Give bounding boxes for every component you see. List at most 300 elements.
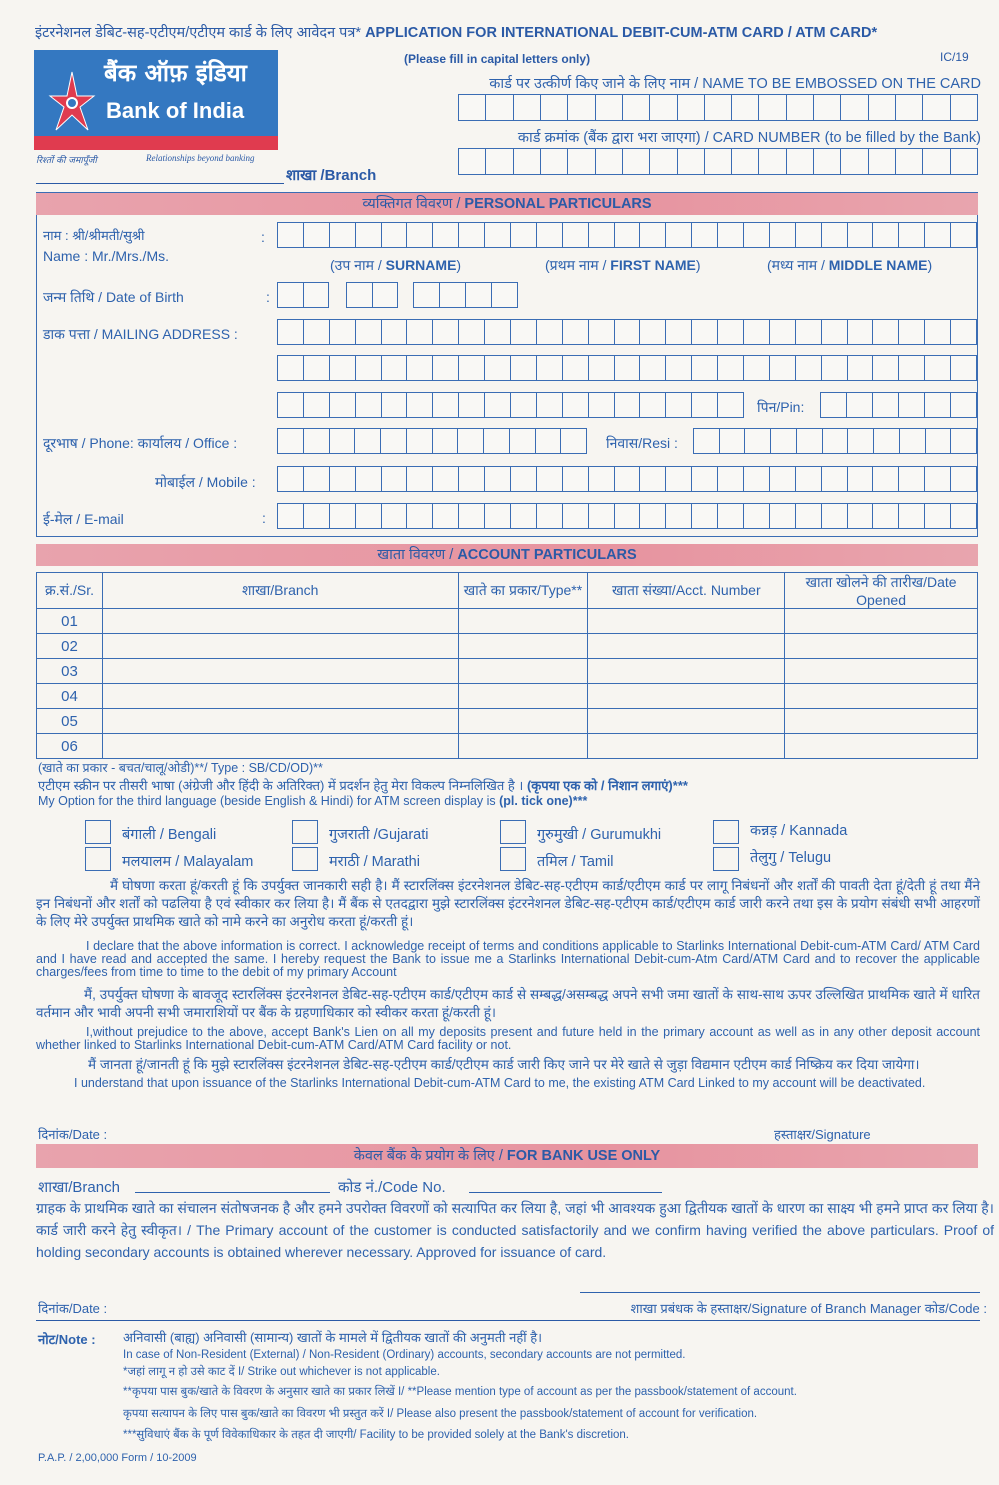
char-box[interactable] — [484, 429, 510, 453]
char-box[interactable] — [744, 320, 770, 344]
declaration-hindi-3: मैं जानता हूं/जानती हूं कि मुझे स्टारलिंक्स इंटरनेशनल डेबिट-सह-एटीएम कार्ड/एटीएम कार्ड जारी किए जाने पर मेरे खाते से जुड़ा विद्यमान एटीएम कार्ड निष्क्रिय कर दिया जायेगा। — [88, 1057, 920, 1072]
char-box[interactable] — [770, 356, 796, 380]
char-box[interactable] — [407, 320, 433, 344]
char-box[interactable] — [951, 393, 976, 417]
cell-type[interactable] — [458, 609, 588, 634]
char-box[interactable] — [899, 356, 925, 380]
char-box[interactable] — [770, 467, 796, 491]
char-box[interactable] — [822, 223, 848, 247]
char-box[interactable] — [821, 393, 847, 417]
char-box[interactable] — [640, 320, 666, 344]
char-box[interactable] — [330, 393, 356, 417]
char-box[interactable] — [433, 504, 459, 528]
char-box[interactable] — [873, 320, 899, 344]
char-box[interactable] — [796, 320, 822, 344]
cell-branch[interactable] — [102, 709, 458, 734]
declaration-english-2: I,without prejudice to the above, accept Bank's Lien on all my deposits present and future held in the primary account as well as in any other deposit account whether linked to Starlinks International Debit-cum-ATM Card/ATM Card facility or not. — [36, 1025, 980, 1052]
char-box[interactable] — [511, 223, 537, 247]
cell-sr: 04 — [37, 684, 103, 709]
char-box[interactable] — [692, 504, 718, 528]
char-box — [678, 149, 705, 174]
char-box[interactable] — [458, 429, 484, 453]
char-box[interactable] — [537, 320, 563, 344]
char-box[interactable] — [951, 95, 977, 120]
char-box[interactable] — [485, 504, 511, 528]
char-box[interactable] — [873, 356, 899, 380]
char-box — [514, 149, 541, 174]
char-box[interactable] — [330, 504, 356, 528]
declaration-hindi-1: मैं घोषणा करता हूं/करती हूं कि उपर्युक्त जानकारी सही है। मैं स्टारलिंक्स इंटरनेशनल डेबिट-सह-एटीएम कार्ड/एटीएम कार्ड पर लागू निबंधनों और शर्तों की पावती देता हूं/देती हूं तथा मैंने इन निबंधनों और शर्तों को पढलिया है एवं स्वीकार कर लिया है। मैं बैंक से एतदद्वारा मुझे स्टारलिंक्स इंटरनेशनल डेबिट-सह-एटीएम कार्ड/एटीएम कार्ड जारी करने तथा इस के प्रयोग संबंधी सभी आहरणों के लिए मेरे उपर्युक्त प्राथमिक खाते को नामे करने का अनुरोध करता हूं/करती हूं। — [36, 878, 980, 929]
branch-input[interactable] — [36, 183, 284, 184]
middle-name-caption: (मध्य नाम / MIDDLE NAME) — [767, 257, 933, 273]
phone-office-boxes[interactable] — [277, 428, 587, 454]
char-box[interactable] — [304, 504, 330, 528]
dob-month-boxes[interactable] — [346, 282, 398, 308]
char-box[interactable] — [923, 95, 950, 120]
code-no-input[interactable] — [469, 1192, 662, 1193]
char-box[interactable] — [925, 467, 951, 491]
phone-office-label: दूरभाष / Phone: कार्यालय / Office : — [43, 435, 238, 451]
char-box[interactable] — [744, 356, 770, 380]
cell-type[interactable] — [458, 634, 588, 659]
char-box[interactable] — [925, 356, 951, 380]
char-box[interactable] — [563, 356, 589, 380]
char-box[interactable] — [759, 95, 786, 120]
char-box[interactable] — [848, 356, 874, 380]
char-box[interactable] — [615, 504, 641, 528]
char-box[interactable] — [492, 283, 517, 307]
table-row — [37, 634, 978, 659]
char-box[interactable] — [536, 429, 562, 453]
embossed-name-boxes[interactable] — [458, 94, 978, 121]
char-box[interactable] — [787, 95, 814, 120]
char-box[interactable] — [694, 429, 720, 453]
char-box[interactable] — [869, 95, 896, 120]
char-box[interactable] — [304, 467, 330, 491]
char-box[interactable] — [925, 393, 951, 417]
char-box[interactable] — [589, 393, 615, 417]
char-box[interactable] — [485, 223, 511, 247]
cell-date-opened[interactable] — [785, 709, 978, 734]
char-box[interactable] — [563, 393, 589, 417]
char-box[interactable] — [692, 320, 718, 344]
char-box[interactable] — [847, 393, 873, 417]
char-box[interactable] — [440, 283, 466, 307]
bank-name-english: Bank of India — [106, 98, 245, 123]
char-box[interactable] — [511, 504, 537, 528]
char-box[interactable] — [848, 429, 874, 453]
char-box[interactable] — [459, 320, 485, 344]
pin-boxes[interactable] — [820, 392, 977, 418]
char-box[interactable] — [615, 223, 641, 247]
address-line-1-boxes[interactable] — [277, 319, 977, 345]
char-box[interactable] — [666, 504, 692, 528]
char-box[interactable] — [848, 467, 874, 491]
char-box[interactable] — [382, 467, 408, 491]
address-line-2-boxes[interactable] — [277, 355, 977, 381]
char-box[interactable] — [745, 429, 771, 453]
bank-logo — [34, 50, 278, 150]
char-box[interactable] — [925, 223, 951, 247]
char-box — [841, 149, 868, 174]
char-box[interactable] — [347, 283, 373, 307]
note-label: नोट/Note : — [38, 1332, 96, 1347]
char-box[interactable] — [330, 320, 356, 344]
char-box[interactable] — [951, 356, 976, 380]
char-box[interactable] — [705, 95, 732, 120]
account-table — [36, 572, 978, 759]
form-title-english: APPLICATION FOR INTERNATIONAL DEBIT-CUM-ATM CARD / ATM CARD* — [365, 25, 878, 41]
cell-date-opened[interactable] — [785, 609, 978, 634]
language-checkbox[interactable] — [292, 820, 318, 844]
char-box[interactable] — [640, 223, 666, 247]
char-box[interactable] — [356, 467, 382, 491]
char-box[interactable] — [771, 429, 797, 453]
char-box[interactable] — [433, 393, 459, 417]
cell-acct-number[interactable] — [588, 684, 785, 709]
char-box[interactable] — [278, 429, 304, 453]
char-box[interactable] — [407, 467, 433, 491]
cell-branch[interactable] — [102, 634, 458, 659]
address-line-3-boxes[interactable] — [277, 392, 744, 418]
char-box[interactable] — [848, 504, 874, 528]
char-box[interactable] — [407, 429, 433, 453]
char-box[interactable] — [823, 429, 849, 453]
cell-date-opened[interactable] — [785, 634, 978, 659]
char-box[interactable] — [770, 223, 796, 247]
char-box[interactable] — [511, 467, 537, 491]
char-box[interactable] — [433, 356, 459, 380]
char-box[interactable] — [330, 467, 356, 491]
char-box[interactable] — [485, 393, 511, 417]
char-box[interactable] — [381, 429, 407, 453]
char-box[interactable] — [563, 504, 589, 528]
char-box[interactable] — [304, 223, 330, 247]
char-box[interactable] — [848, 320, 874, 344]
char-box[interactable] — [278, 356, 304, 380]
char-box[interactable] — [678, 95, 705, 120]
char-box[interactable] — [459, 223, 485, 247]
bank-branch-input[interactable] — [135, 1192, 330, 1193]
char-box[interactable] — [926, 429, 952, 453]
char-box[interactable] — [770, 320, 796, 344]
char-box[interactable] — [568, 95, 595, 120]
name-boxes[interactable] — [277, 222, 977, 248]
char-box — [951, 149, 977, 174]
cell-sr: 03 — [37, 659, 103, 684]
cell-type[interactable] — [458, 659, 588, 684]
char-box[interactable] — [356, 356, 382, 380]
char-box[interactable] — [640, 467, 666, 491]
language-option-label: बंगाली / Bengali — [122, 827, 217, 843]
char-box[interactable] — [433, 429, 459, 453]
dob-day-boxes[interactable] — [277, 282, 329, 308]
cell-date-opened[interactable] — [785, 684, 978, 709]
char-box[interactable] — [589, 504, 615, 528]
dob-year-boxes[interactable] — [413, 282, 518, 308]
char-box[interactable] — [951, 504, 976, 528]
heading-english: PERSONAL PARTICULARS — [464, 196, 652, 212]
char-box[interactable] — [407, 504, 433, 528]
char-box[interactable] — [796, 223, 822, 247]
language-checkbox[interactable] — [713, 820, 739, 844]
char-box[interactable] — [720, 429, 746, 453]
char-box[interactable] — [278, 467, 304, 491]
char-box[interactable] — [841, 95, 868, 120]
char-box[interactable] — [814, 95, 841, 120]
cell-acct-number[interactable] — [588, 709, 785, 734]
char-box[interactable] — [433, 223, 459, 247]
char-box[interactable] — [304, 283, 329, 307]
char-box[interactable] — [666, 393, 692, 417]
char-box[interactable] — [899, 467, 925, 491]
char-box[interactable] — [951, 467, 976, 491]
char-box[interactable] — [951, 429, 976, 453]
char-box[interactable] — [330, 223, 356, 247]
char-box[interactable] — [692, 223, 718, 247]
char-box[interactable] — [561, 429, 586, 453]
char-box[interactable] — [744, 467, 770, 491]
char-box[interactable] — [355, 429, 381, 453]
char-box[interactable] — [356, 504, 382, 528]
char-box[interactable] — [511, 356, 537, 380]
email-boxes[interactable] — [277, 503, 977, 529]
char-box[interactable] — [650, 95, 677, 120]
language-checkbox[interactable] — [713, 847, 739, 871]
char-box[interactable] — [589, 467, 615, 491]
char-box[interactable] — [899, 223, 925, 247]
language-checkbox[interactable] — [292, 847, 318, 871]
char-box[interactable] — [666, 223, 692, 247]
char-box — [623, 149, 650, 174]
char-box[interactable] — [718, 223, 744, 247]
char-box[interactable] — [796, 504, 822, 528]
char-box[interactable] — [459, 393, 485, 417]
char-box[interactable] — [900, 429, 926, 453]
char-box[interactable] — [278, 283, 304, 307]
star-emblem-icon — [48, 70, 96, 132]
char-box[interactable] — [796, 356, 822, 380]
char-box[interactable] — [459, 95, 486, 120]
char-box[interactable] — [896, 95, 923, 120]
language-option-label: गुजराती /Gujarati — [329, 827, 429, 843]
char-box[interactable] — [304, 429, 330, 453]
char-box[interactable] — [541, 95, 568, 120]
mailing-address-label: डाक पत्ता / MAILING ADDRESS : — [43, 326, 238, 342]
char-box[interactable] — [822, 320, 848, 344]
cell-branch[interactable] — [102, 609, 458, 634]
char-box[interactable] — [466, 283, 492, 307]
char-box[interactable] — [899, 320, 925, 344]
char-box[interactable] — [433, 320, 459, 344]
char-box[interactable] — [873, 467, 899, 491]
language-option-label: तेलुगु / Telugu — [750, 850, 832, 866]
mobile-boxes[interactable] — [277, 466, 977, 492]
char-box[interactable] — [822, 356, 848, 380]
cell-type[interactable] — [458, 709, 588, 734]
char-box[interactable] — [797, 429, 823, 453]
char-box[interactable] — [485, 320, 511, 344]
cell-branch[interactable] — [102, 734, 458, 759]
tagline-hindi: रिश्तों की जमापूँजी — [36, 156, 97, 166]
char-box[interactable] — [407, 356, 433, 380]
char-box — [596, 149, 623, 174]
char-box[interactable] — [796, 467, 822, 491]
char-box[interactable] — [382, 223, 408, 247]
char-box[interactable] — [485, 467, 511, 491]
char-box — [486, 149, 513, 174]
char-box[interactable] — [485, 356, 511, 380]
logo-red-stripe — [34, 136, 278, 150]
email-label: ई-मेल / E-mail — [43, 511, 124, 527]
char-box[interactable] — [692, 356, 718, 380]
char-box[interactable] — [330, 356, 356, 380]
char-box[interactable] — [666, 467, 692, 491]
char-box[interactable] — [407, 393, 433, 417]
char-box[interactable] — [514, 95, 541, 120]
char-box[interactable] — [459, 504, 485, 528]
cell-branch[interactable] — [102, 659, 458, 684]
char-box[interactable] — [718, 393, 743, 417]
char-box[interactable] — [640, 504, 666, 528]
language-checkbox[interactable] — [85, 847, 111, 871]
char-box[interactable] — [718, 320, 744, 344]
char-box[interactable] — [510, 429, 536, 453]
char-box[interactable] — [615, 467, 641, 491]
char-box[interactable] — [537, 504, 563, 528]
char-box[interactable] — [382, 320, 408, 344]
char-box[interactable] — [563, 320, 589, 344]
char-box[interactable] — [873, 504, 899, 528]
char-box[interactable] — [744, 504, 770, 528]
char-box[interactable] — [433, 467, 459, 491]
char-box[interactable] — [459, 467, 485, 491]
manager-signature-line[interactable] — [580, 1292, 980, 1293]
char-box[interactable] — [563, 467, 589, 491]
char-box[interactable] — [589, 223, 615, 247]
char-box[interactable] — [848, 223, 874, 247]
char-box[interactable] — [951, 223, 976, 247]
char-box[interactable] — [718, 356, 744, 380]
char-box[interactable] — [718, 504, 744, 528]
char-box[interactable] — [589, 356, 615, 380]
dob-label: जन्म तिथि / Date of Birth — [43, 289, 184, 305]
char-box[interactable] — [666, 320, 692, 344]
char-box[interactable] — [770, 504, 796, 528]
char-box[interactable] — [382, 504, 408, 528]
char-box[interactable] — [873, 223, 899, 247]
char-box[interactable] — [822, 467, 848, 491]
char-box[interactable] — [382, 393, 408, 417]
form-title-hindi: इंटरनेशनल डेबिट-सह-एटीएम/एटीएम कार्ड के लिए आवेदन पत्र* — [35, 25, 362, 41]
char-box[interactable] — [407, 223, 433, 247]
char-box[interactable] — [537, 356, 563, 380]
cell-acct-number[interactable] — [588, 734, 785, 759]
char-box[interactable] — [615, 356, 641, 380]
heading-english: FOR BANK USE ONLY — [506, 1148, 661, 1164]
account-particulars-heading — [36, 544, 978, 566]
char-box[interactable] — [356, 320, 382, 344]
phone-resi-boxes[interactable] — [693, 428, 977, 454]
char-box[interactable] — [459, 356, 485, 380]
char-box[interactable] — [951, 320, 976, 344]
heading-hindi: खाता विवरण / — [377, 547, 458, 563]
char-box[interactable] — [623, 95, 650, 120]
char-box[interactable] — [692, 467, 718, 491]
char-box[interactable] — [596, 95, 623, 120]
char-box[interactable] — [414, 283, 440, 307]
char-box[interactable] — [873, 393, 899, 417]
char-box[interactable] — [382, 356, 408, 380]
char-box[interactable] — [330, 429, 356, 453]
personal-particulars-heading — [36, 193, 978, 215]
char-box[interactable] — [899, 504, 925, 528]
char-box[interactable] — [640, 356, 666, 380]
char-box[interactable] — [718, 467, 744, 491]
language-option-label: गुरुमुखी / Gurumukhi — [537, 827, 662, 843]
char-box[interactable] — [640, 393, 666, 417]
char-box[interactable] — [486, 95, 513, 120]
char-box[interactable] — [537, 467, 563, 491]
cell-date-opened[interactable] — [785, 734, 978, 759]
cell-branch[interactable] — [102, 684, 458, 709]
cell-acct-number[interactable] — [588, 634, 785, 659]
char-box[interactable] — [925, 504, 951, 528]
language-checkbox[interactable] — [500, 847, 526, 871]
char-box[interactable] — [589, 320, 615, 344]
cell-date-opened[interactable] — [785, 659, 978, 684]
char-box[interactable] — [615, 393, 641, 417]
heading-english: ACCOUNT PARTICULARS — [457, 547, 637, 563]
char-box[interactable] — [615, 320, 641, 344]
char-box[interactable] — [744, 223, 770, 247]
char-box[interactable] — [356, 393, 382, 417]
char-box[interactable] — [356, 223, 382, 247]
char-box[interactable] — [692, 393, 718, 417]
char-box[interactable] — [822, 504, 848, 528]
char-box[interactable] — [563, 223, 589, 247]
note-line: *जहां लागू न हो उसे काट दें I/ Strike out whichever is not applicable. — [123, 1366, 440, 1378]
char-box[interactable] — [278, 393, 304, 417]
char-box[interactable] — [874, 429, 900, 453]
char-box[interactable] — [899, 393, 925, 417]
language-checkbox[interactable] — [85, 820, 111, 844]
char-box — [568, 149, 595, 174]
char-box[interactable] — [304, 356, 330, 380]
card-number-boxes — [458, 148, 978, 175]
char-box[interactable] — [278, 504, 304, 528]
char-box[interactable] — [511, 320, 537, 344]
cell-acct-number[interactable] — [588, 609, 785, 634]
cell-acct-number[interactable] — [588, 659, 785, 684]
char-box[interactable] — [278, 223, 304, 247]
char-box[interactable] — [537, 223, 563, 247]
print-code: P.A.P. / 2,00,000 Form / 10-2009 — [38, 1452, 197, 1464]
char-box[interactable] — [666, 356, 692, 380]
char-box[interactable] — [304, 320, 330, 344]
language-checkbox[interactable] — [500, 820, 526, 844]
char-box[interactable] — [511, 393, 537, 417]
cell-type[interactable] — [458, 734, 588, 759]
char-box[interactable] — [373, 283, 398, 307]
char-box[interactable] — [278, 320, 304, 344]
char-box[interactable] — [537, 393, 563, 417]
cell-type[interactable] — [458, 684, 588, 709]
char-box[interactable] — [732, 95, 759, 120]
char-box[interactable] — [925, 320, 951, 344]
char-box[interactable] — [304, 393, 330, 417]
cell-sr: 05 — [37, 709, 103, 734]
